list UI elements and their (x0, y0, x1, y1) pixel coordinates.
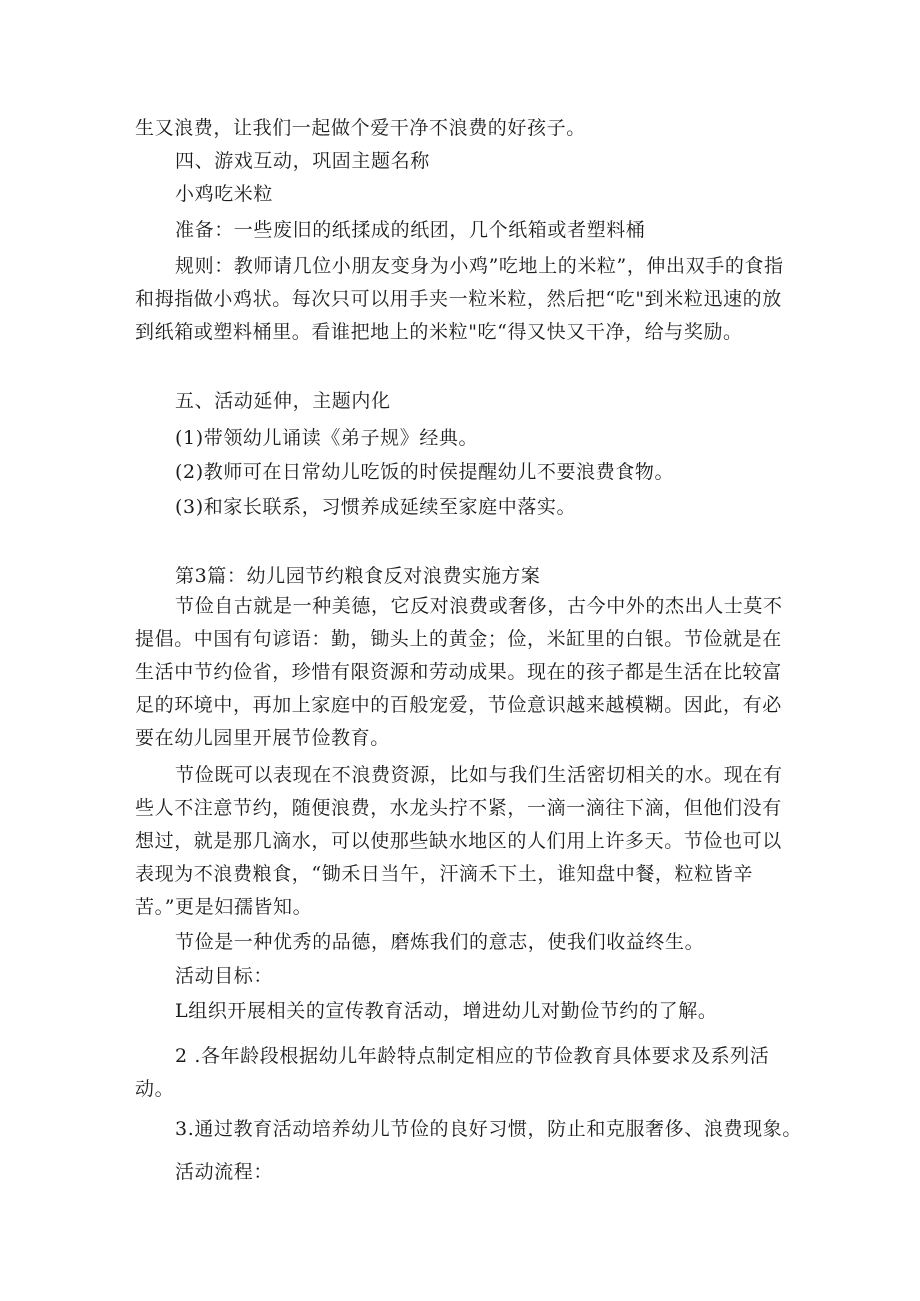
goal-item-2: 2 .各年龄段根据幼儿年龄特点制定相应的节俭教育具体要求及系列活动。 (135, 1045, 770, 1100)
goals-heading: 活动目标： (175, 965, 274, 987)
body-paragraph-water: 节俭既可以表现在不浪费资源，比如与我们生活密切相关的水。现在有些人不注意节约，随便浪费，水龙头拧不紧，一滴一滴往下滴，但他们没有想过，就是那几滴水，可以使那些缺水地区的人们用上许多天。节俭也可以表现为不浪费粮食，“锄禾日当午，汗滴禾下土，谁知盘中餐，粒粒皆辛苦。”更是妇孺皆知。 (135, 764, 783, 918)
rules-text: 规则：教师请几位小朋友变身为小鸡”吃地上的米粒”，伸出双手的食指和拇指做小鸡状。每次只可以用手夹一粒米粒，然后把“吃"到米粒迅速的放到纸箱或塑料桶里。看谁把地上的米粒"吃“得又快又干净，给与奖励。 (135, 255, 784, 343)
list-item-2: (2)教师可在日常幼儿吃饭的时侯提醒幼儿不要浪费食物。 (175, 461, 675, 483)
game-title: 小鸡吃米粒 (175, 183, 274, 205)
paragraph-1: 生又浪费，让我们一起做个爱干净不浪费的好孩子。 (135, 117, 586, 139)
goal-item-1: L组织开展相关的宣传教育活动，增进幼儿对勤俭节约的了解。 (175, 1000, 718, 1022)
section-heading-5: 五、活动延伸，主题内化 (175, 390, 391, 412)
intro-paragraph: 节俭自古就是一种美德，它反对浪费或奢侈，古今中外的杰出人士莫不提倡。中国有句谚语：勤，锄头上的黄金；俭，米缸里的白银。节俭就是在生活中节约俭省，珍惜有限资源和劳动成果。现在的孩子都是生活在比较富足的环境中，再加上家庭中的百般宠爱，节俭意识越来越模糊。因此，有必要在幼儿园里开展节俭教育。 (135, 595, 783, 749)
goal-item-3: 3.通过教育活动培养幼儿节俭的良好习惯，防止和克服奢侈、浪费现象。 (175, 1118, 802, 1140)
list-item-3: (3)和家长联系，习惯养成延续至家庭中落实。 (175, 496, 577, 518)
preparation-text: 准备：一些废旧的纸揉成的纸团，几个纸箱或者塑料桶 (175, 219, 646, 241)
list-item-1: (1)带领幼儿诵读《弟子规》经典。 (175, 427, 479, 449)
article-title: 第3篇：幼儿园节约粮食反对浪费实施方案 (175, 565, 541, 587)
virtue-paragraph: 节俭是一种优秀的品德，磨炼我们的意志，使我们收益终生。 (175, 931, 705, 953)
process-heading: 活动流程： (175, 1161, 274, 1183)
section-heading-4: 四、游戏互动，巩固主题名称 (175, 150, 430, 172)
